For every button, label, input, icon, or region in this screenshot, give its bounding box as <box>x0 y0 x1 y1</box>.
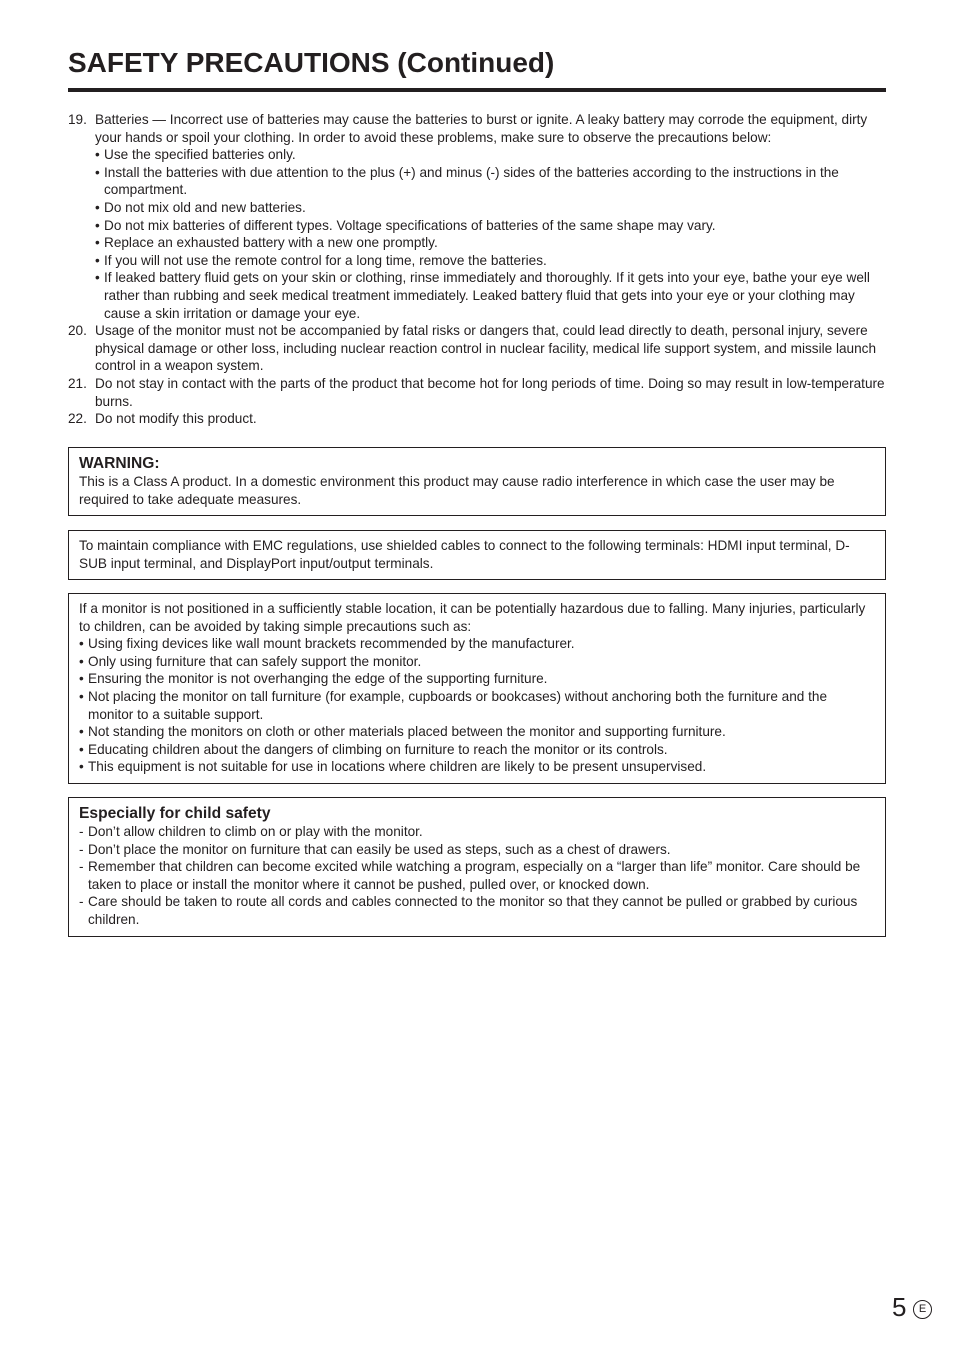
dash-item <box>79 858 875 893</box>
dash-marker: - <box>79 824 84 839</box>
bullet-marker: • <box>79 724 84 740</box>
bullet-text: This equipment is not suitable for use in locations where children are likely to be present unsupervised. <box>88 759 707 775</box>
stability-box <box>68 593 886 784</box>
bullet-marker: • <box>95 252 100 268</box>
item-text: Do not stay in contact with the parts of the product that become hot for long periods of time. Doing so may result in low-temperature burns. <box>95 375 885 409</box>
page-title: SAFETY PRECAUTIONS (Continued) <box>68 44 886 92</box>
precautions-list <box>68 111 886 428</box>
bullet-text: Educating children about the dangers of climbing on furniture to reach the monitor or its controls. <box>88 741 668 757</box>
item-number: 19. <box>68 112 87 127</box>
dash-text: Don’t place the monitor on furniture that can easily be used as steps, such as a chest of drawers. <box>88 841 671 857</box>
bullet-text: Replace an exhausted battery with a new one promptly. <box>104 235 438 251</box>
warning-box <box>68 447 886 516</box>
child-safety-heading: Especially for child safety <box>79 805 271 822</box>
bullet-marker: • <box>79 741 84 757</box>
bullet-item <box>95 234 886 252</box>
dash-text: Care should be taken to route all cords and cables connected to the monitor so that they cannot be pulled or grabbed by curious children. <box>88 894 858 927</box>
dash-marker: - <box>79 841 84 857</box>
dash-item <box>79 893 875 928</box>
bullet-marker: • <box>95 270 100 286</box>
bullet-text: Use the specified batteries only. <box>104 147 296 163</box>
bullet-item <box>95 252 886 270</box>
bullet-item <box>95 217 886 235</box>
bullet-marker: • <box>95 199 100 215</box>
child-safety-box <box>68 797 886 937</box>
bullet-marker: • <box>95 235 100 251</box>
emc-text: To maintain compliance with EMC regulations, use shielded cables to connect to the following terminals: HDMI input terminal, D-SUB input terminal, and DisplayPort input/output terminals. <box>79 538 850 571</box>
warning-heading: WARNING: <box>79 455 160 472</box>
bullet-marker: • <box>79 759 84 775</box>
bullet-marker: • <box>95 217 100 233</box>
page-number: 5 <box>892 1292 907 1322</box>
item-number: 20. <box>68 323 87 339</box>
warning-text: This is a Class A product. In a domestic environment this product may cause radio interference in which case the user may be required to take adequate measures. <box>79 474 835 507</box>
stability-intro: If a monitor is not positioned in a sufficiently stable location, it can be potentially hazardous due to falling. Many injuries, particularly to children, can be avoided by taking simple precautions such as: <box>79 601 866 634</box>
list-item <box>68 375 886 410</box>
bullet-item <box>79 653 875 671</box>
bullet-text: If leaked battery fluid gets on your skin or clothing, rinse immediately and thoroughly. If it gets into your eye, bathe your eye well rather than rubbing and seek medical treatment immediately. Leaked battery fluid that gets into your eye or your clothing may cause a skin irritation or damage your eye. <box>104 270 870 321</box>
bullet-item <box>95 199 886 217</box>
dash-text: Don’t allow children to climb on or play with the monitor. <box>88 824 423 839</box>
list-item <box>68 111 886 322</box>
dash-marker: - <box>79 859 84 875</box>
list-item <box>68 322 886 375</box>
item-text: Usage of the monitor must not be accompanied by fatal risks or dangers that, could lead directly to death, personal injury, severe physical damage or other loss, including nuclear reaction control in nuclear facility, medical life support system, and missile launch control in a weapon system. <box>95 323 877 374</box>
item-number: 22. <box>68 411 87 427</box>
emc-box <box>68 530 886 580</box>
bullet-text: Using fixing devices like wall mount brackets recommended by the manufacturer. <box>88 636 575 652</box>
bullet-text: Ensuring the monitor is not overhanging the edge of the supporting furniture. <box>88 671 548 687</box>
bullet-text: Do not mix batteries of different types. Voltage specifications of batteries of the same shape may vary. <box>104 217 716 233</box>
item-text: Batteries — Incorrect use of batteries may cause the batteries to burst or ignite. A leaky battery may corrode the equipment, dirty your hands or spoil your clothing. In order to avoid these problems, make sure to observe the precautions below: <box>95 112 868 145</box>
list-item <box>68 410 886 428</box>
bullet-item <box>79 688 875 723</box>
bullet-marker: • <box>95 164 100 180</box>
bullet-text: Do not mix old and new batteries. <box>104 199 306 215</box>
edition-badge: E <box>913 1300 932 1319</box>
bullet-item <box>95 146 886 164</box>
bullet-text: Not placing the monitor on tall furniture (for example, cupboards or bookcases) without anchoring both the furniture and the monitor to a suitable support. <box>88 688 828 722</box>
dash-text: Remember that children can become excited while watching a program, especially on a “larger than life” monitor. Care should be taken to place or install the monitor where it cannot be pushed, pulled over, or knocked down. <box>88 859 861 892</box>
dash-item <box>79 823 875 841</box>
dash-item <box>79 841 875 859</box>
dash-marker: - <box>79 894 84 910</box>
bullet-text: Only using furniture that can safely support the monitor. <box>88 653 422 669</box>
bullet-item <box>79 670 875 688</box>
bullet-item <box>79 723 875 741</box>
bullet-item <box>79 741 875 759</box>
bullet-text: Not standing the monitors on cloth or other materials placed between the monitor and supporting furniture. <box>88 724 726 740</box>
bullet-text: Install the batteries with due attention to the plus (+) and minus (-) sides of the batteries according to the instructions in the compartment. <box>104 164 839 198</box>
bullet-marker: • <box>79 671 84 687</box>
bullet-text: If you will not use the remote control for a long time, remove the batteries. <box>104 252 547 268</box>
bullet-marker: • <box>79 636 84 652</box>
item-text: Do not modify this product. <box>95 411 257 427</box>
bullet-marker: • <box>79 653 84 669</box>
bullet-item <box>79 758 875 776</box>
bullet-item <box>95 269 886 322</box>
bullet-item <box>79 635 875 653</box>
item-number: 21. <box>68 375 87 391</box>
bullet-item <box>95 164 886 199</box>
bullet-marker: • <box>95 147 100 163</box>
bullet-marker: • <box>79 688 84 704</box>
